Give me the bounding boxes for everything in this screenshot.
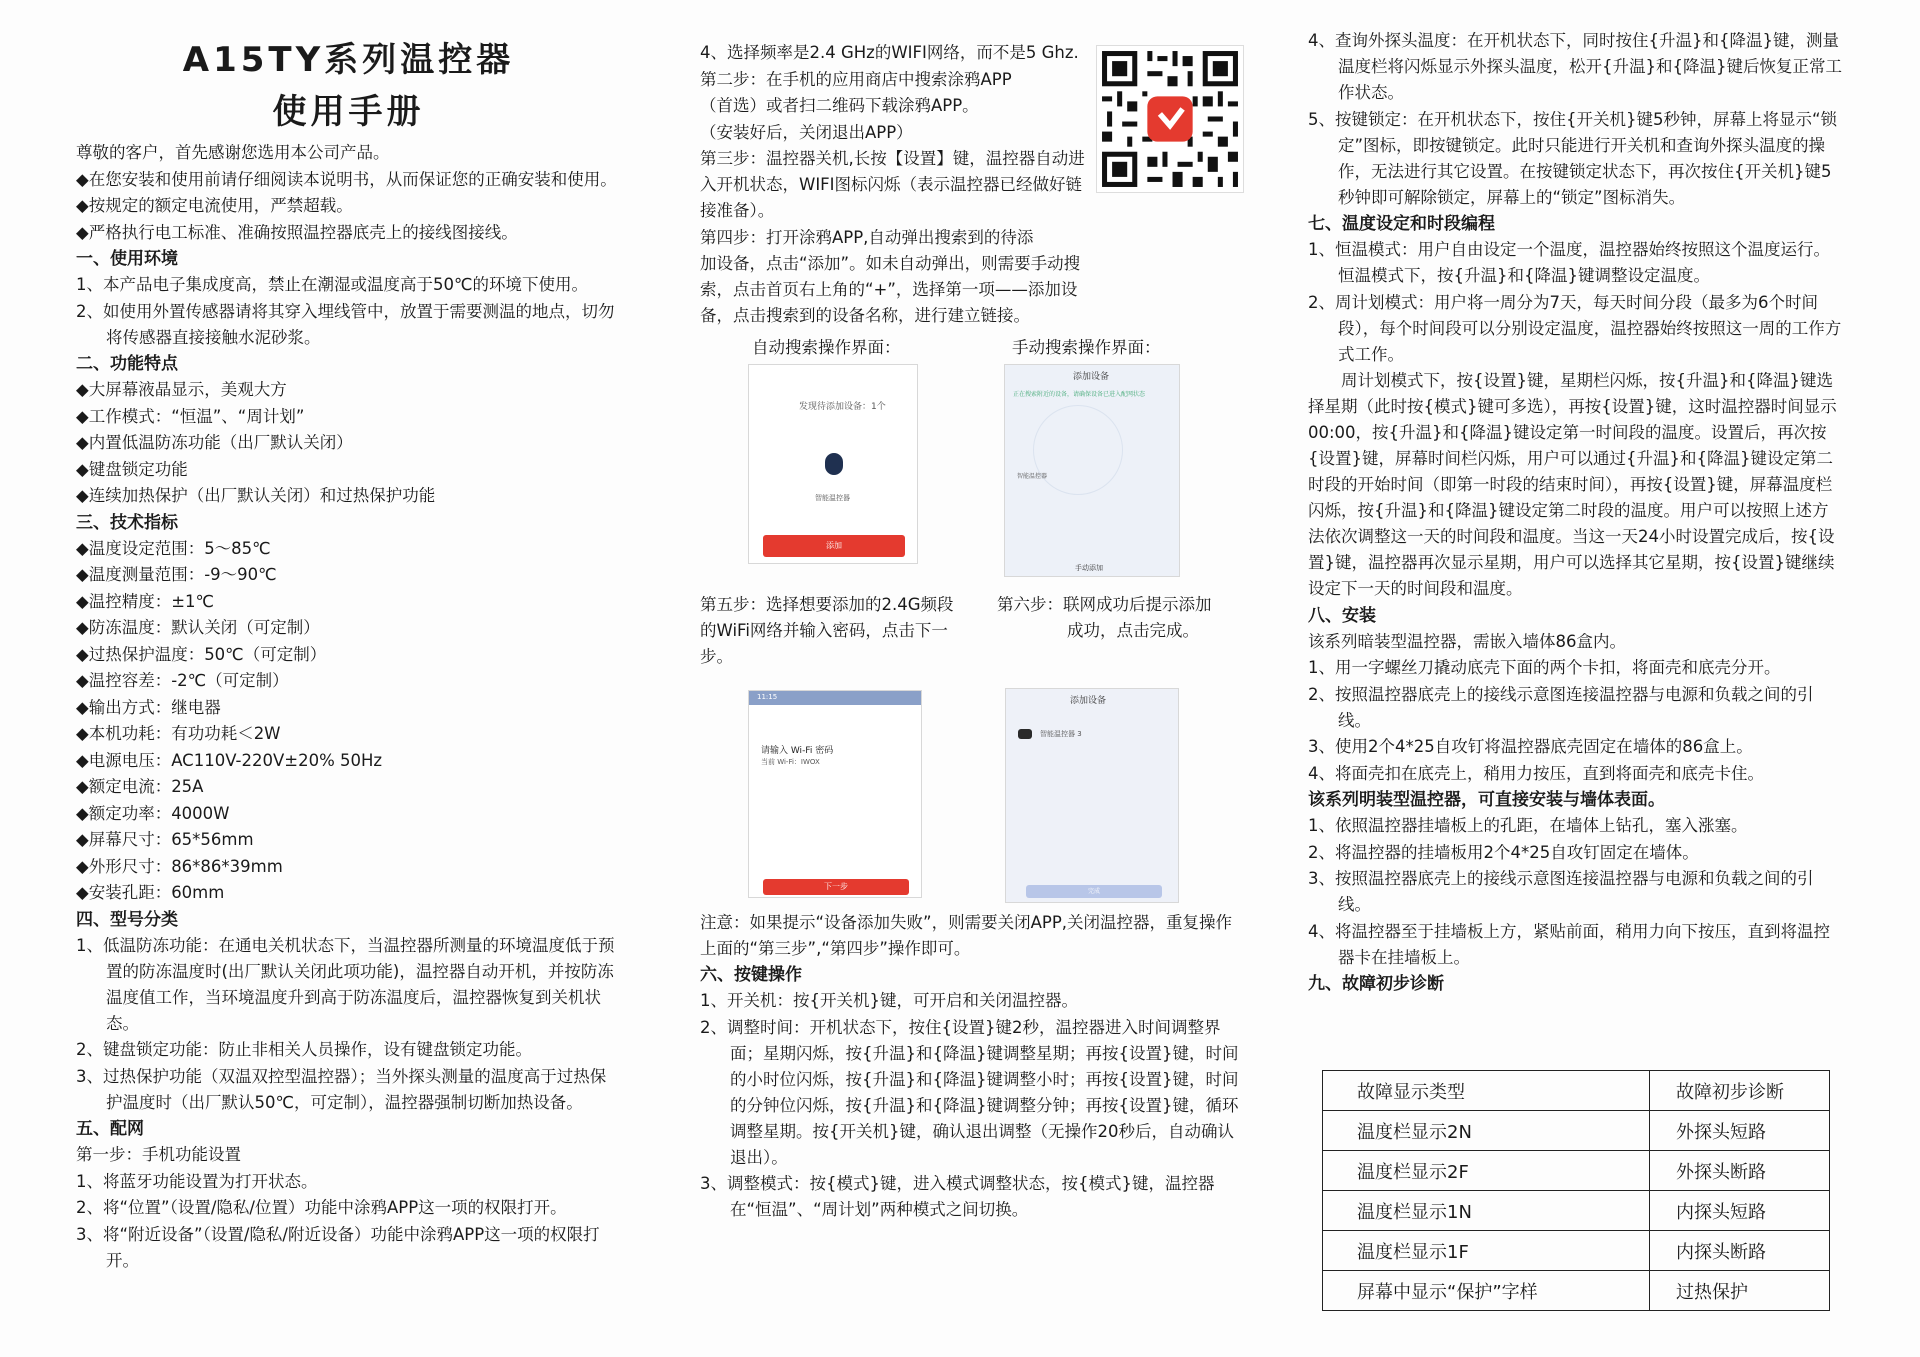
manual-title: A15TY系列温控器 — [182, 40, 515, 80]
manual-title-text: 添加设备 — [1073, 371, 1110, 382]
paragraph: 第四步：打开涂鸦APP,自动弹出搜索到的待添 — [700, 227, 1034, 247]
table-cell: 内探头短路 — [1650, 1191, 1830, 1231]
list-item: 4、将温控器至于挂墙板上方，紧贴前面，稍用力向下按压，直到将温控器卡在挂墙板上。 — [1308, 921, 1830, 967]
table-cell: 温度栏显示2F — [1323, 1151, 1650, 1191]
paragraph: （首选）或者扫二维码下载涂鸦APP。 — [700, 96, 979, 115]
paragraph: 第三步：温控器关机,长按【设置】键，温控器自动进入开机状态，WIFI图标闪烁（表示温控器已经做好链接准备）。 — [700, 149, 1085, 220]
section-heading: 八、安装 — [1308, 605, 1376, 626]
paragraph: ◆外形尺寸：86*86*39mm — [76, 856, 283, 876]
step6-text-line1: 第六步：联网成功后提示添加 — [997, 594, 1212, 614]
table-header-cell: 故障显示类型 — [1323, 1071, 1650, 1111]
paragraph: ◆额定功率：4000W — [76, 803, 230, 823]
add-success-screenshot — [1005, 688, 1179, 903]
paragraph: ◆大屏幕液晶显示，美观大方 — [76, 380, 287, 399]
device-icon — [825, 453, 843, 475]
list-item: 1、低温防冻功能：在通电关机状态下，当温控器所测量的环境温度低于预置的防冻温度时(出厂默认关闭此项功能)，温控器自动开机，并按防冻温度值工作，当环境温度升到高于防冻温度后，温控器恢复到关机状态。 — [76, 935, 615, 1033]
paragraph: （安装好后，关闭退出APP） — [700, 122, 913, 142]
manual-add-button[interactable]: 手动添加 — [1075, 563, 1103, 572]
section-heading: 七、温度设定和时段编程 — [1308, 214, 1495, 234]
step6-text-line2: 成功，点击完成。 — [1067, 620, 1199, 640]
table-header-row — [1323, 1071, 1830, 1111]
column-1-body — [76, 140, 621, 1274]
section-heading: 三、技术指标 — [76, 512, 178, 533]
table-row — [1323, 1111, 1830, 1151]
paragraph: 加设备，点击“添加”。如未自动弹出，则需要手动搜索，点击首页右上角的“+”，选择第一项——添加设备，点击搜索到的设备名称，进行建立链接。 — [700, 254, 1081, 325]
paragraph: 尊敬的客户，首先感谢您选用本公司产品。 — [76, 143, 390, 162]
table-cell: 过热保护 — [1650, 1271, 1830, 1311]
list-item: 1、用一字螺丝刀撬动底壳下面的两个卡扣，将面壳和底壳分开。 — [1308, 658, 1781, 677]
paragraph: ◆温控精度：±1℃ — [76, 591, 215, 611]
table-cell: 温度栏显示1N — [1323, 1191, 1650, 1231]
add-button[interactable]: 添加 — [763, 535, 905, 557]
paragraph: ◆屏幕尺寸：65*56mm — [76, 830, 254, 849]
list-item: 1、开关机：按{开关机}键，可开启和关闭温控器。 — [700, 991, 1078, 1010]
list-item: 3、调整模式：按{模式}键，进入模式调整状态，按{模式}键，温控器在“恒温”、“周计划”两种模式之间切换。 — [700, 1174, 1215, 1219]
table-cell: 屏幕中显示“保护”字样 — [1323, 1271, 1650, 1311]
list-item: 1、本产品电子集成度高，禁止在潮湿或温度高于50℃的环境下使用。 — [76, 275, 589, 294]
table-row — [1323, 1271, 1830, 1311]
list-item: 2、按照温控器底壳上的接线示意图连接温控器与电源和负载之间的引线。 — [1308, 684, 1814, 730]
paragraph: ◆温度测量范围：-9～90℃ — [76, 565, 277, 584]
list-item: 5、按键锁定：在开机状态下，按住{开关机}键5秒钟，屏幕上将显示“锁定”图标，即按键锁定。此时只能进行开关机和查询外探头温度的操作，无法进行其它设置。在按键锁定状态下，再次按住{开关机}键5秒钟即可解除锁定，屏幕上的“锁定”图标消失。 — [1308, 109, 1838, 207]
wifi-password-screenshot — [748, 690, 922, 898]
list-item: 2、将“位置”（设置/隐私/位置）功能中涂鸦APP这一项的权限打开。 — [76, 1198, 567, 1217]
list-item: 2、如使用外置传感器请将其穿入埋线管中，放置于需要测温的地点，切勿将传感器直接接触水泥砂浆。 — [76, 301, 615, 347]
list-item: 1、依照温控器挂墙板上的孔距，在墙体上钻孔，塞入涨塞。 — [1308, 816, 1748, 835]
paragraph: ◆工作模式：“恒温”、“周计划” — [76, 406, 305, 426]
wifi-title: 请输入 Wi-Fi 密码 — [761, 745, 834, 756]
paragraph: ◆严格执行电工标准、准确按照温控器底壳上的接线图接线。 — [76, 222, 518, 242]
status-time: 11:15 — [757, 692, 778, 701]
list-item: 4、选择频率是2.4 GHz的WIFI网络，而不是5 Ghz. — [700, 43, 1079, 62]
manual-search-label: 手动搜索操作界面： — [1012, 337, 1161, 357]
qr-code-icon[interactable] — [1096, 45, 1244, 193]
list-item: 3、使用2个4*25自攻钉将温控器底壳固定在墙体的86盒上。 — [1308, 737, 1753, 756]
done-button[interactable]: 完成 — [1026, 885, 1162, 898]
list-item: 2、调整时间：开机状态下，按住{设置}键2秒，温控器进入时间调整界面；星期闪烁，按{升温}和{降温}键调整星期；再按{设置}键，时间的小时位闪烁，按{升温}和{降温}键调整小时；再按{设置}键，时间的分钟位闪烁，按{升温}和{降温}键调整分钟；再按{设置}键，循环调整星期。按{开关机}键，确认退出调整（无操作20秒后，自动确认退出）。 — [700, 1017, 1239, 1167]
auto-device-name: 智能温控器 — [815, 493, 850, 502]
auto-search-screenshot — [748, 364, 918, 564]
paragraph: 周计划模式下，按{设置}键，星期栏闪烁，按{升温}和{降温}键选择星期（此时按{模式}键可多选），再按{设置}键，这时温控器时间显示00:00，按{升温}和{降温}键设定第一时间段的温度。设置后，再次按{设置}键，屏幕时间栏闪烁，用户可以通过{升温}和{降温}键设定第二时段的开始时间（即第一时段的结束时间），再按{设置}键，屏幕温度栏闪烁，按{升温}和{降温}键设定第二时段的温度。用户可以按照上述方法依次调整这一天的时间段和温度。当这一天24小时设置完成后，按{设置}键，温控器再次显示星期，用户可以选择其它星期，按{设置}键继续设定下一天的时间段和温度。 — [1308, 371, 1837, 598]
table-cell: 内探头断路 — [1650, 1231, 1830, 1271]
next-button[interactable]: 下一步 — [763, 879, 909, 895]
manual-search-screenshot — [1004, 364, 1180, 577]
list-item: 2、将温控器的挂墙板用2个4*25自攻钉固定在墙体。 — [1308, 842, 1699, 862]
list-item: 3、过热保护功能（双温双控型温控器）；当外探头测量的温度高于过热保护温度时（出厂默认50℃，可定制），温控器强制切断加热设备。 — [76, 1066, 607, 1112]
paragraph: ◆按规定的额定电流使用，严禁超载。 — [76, 196, 353, 215]
list-item: ◆在您安装和使用前请仔细阅读本说明书，从而保证您的正确安装和使用。 — [76, 169, 617, 189]
paragraph: ◆安装孔距：60mm — [76, 883, 225, 902]
table-cell: 温度栏显示1F — [1323, 1231, 1650, 1271]
auto-found-text: 发现待添加设备：1个 — [799, 401, 886, 412]
paragraph: ◆电源电压：AC110V-220V±20% 50Hz — [76, 750, 383, 770]
section-heading: 九、故障初步诊断 — [1308, 974, 1444, 994]
paragraph: ◆温控容差：-2℃（可定制） — [76, 671, 289, 690]
auto-search-label: 自动搜索操作界面： — [752, 337, 901, 357]
section-heading: 五、配网 — [76, 1119, 144, 1139]
section-heading: 该系列明装型温控器，可直接安装与墙体表面。 — [1308, 790, 1665, 810]
wifi-subtitle: 当前 Wi-Fi：IWOX — [761, 757, 820, 766]
manual-searching-text: 正在搜索附近的设备，请确保设备已进入配网状态 — [1013, 390, 1146, 398]
paragraph: ◆过热保护温度：50℃（可定制） — [76, 644, 327, 664]
screenshots-area — [700, 330, 1240, 910]
paragraph: ◆内置低温防冻功能（出厂默认关闭） — [76, 433, 353, 452]
paragraph: ◆连续加热保护（出厂默认关闭）和过热保护功能 — [76, 486, 436, 505]
column-1 — [76, 0, 621, 1274]
list-item: 4、查询外探头温度：在开机状态下，同时按住{升温}和{降温}键，测量温度栏将闪烁显示外探头温度，松开{升温}和{降温}键后恢复正常工作状态。 — [1308, 31, 1842, 102]
tuya-app-icon — [1147, 96, 1192, 141]
device-icon — [1018, 729, 1032, 739]
list-item: 2、键盘锁定功能：防止非相关人员操作，设有键盘锁定功能。 — [76, 1040, 532, 1059]
column-2 — [700, 0, 1240, 1224]
table-row — [1323, 1231, 1830, 1271]
paragraph: ◆本机功耗：有功功耗＜2W — [76, 724, 281, 743]
section-heading: 一、使用环境 — [76, 249, 178, 269]
paragraph: 第二步：在手机的应用商店中搜索涂鸦APP — [700, 69, 1012, 89]
section-heading: 二、功能特点 — [76, 354, 178, 374]
column-2-bottom — [700, 910, 1240, 1224]
done-device-name: 智能温控器 3 — [1040, 729, 1082, 738]
table-row — [1323, 1191, 1830, 1231]
column-3 — [1308, 0, 1844, 997]
paragraph: ◆防冻温度：默认关闭（可定制） — [76, 618, 320, 637]
radar-circle — [1033, 405, 1123, 495]
done-title: 添加设备 — [1070, 695, 1107, 706]
paragraph: 该系列暗装型温控器，需嵌入墙体86盒内。 — [1308, 631, 1626, 651]
manual-device-name: 智能温控器 — [1017, 472, 1048, 480]
table-cell: 外探头断路 — [1650, 1151, 1830, 1191]
manual-subtitle: 使用手册 — [272, 92, 425, 132]
section-heading: 四、型号分类 — [76, 909, 178, 930]
list-item: 3、将“附近设备”（设置/隐私/附近设备）功能中涂鸦APP这一项的权限打开。 — [76, 1224, 600, 1270]
paragraph: 第一步：手机功能设置 — [76, 1145, 241, 1164]
table-cell: 温度栏显示2N — [1323, 1111, 1650, 1151]
paragraph: ◆键盘锁定功能 — [76, 459, 188, 479]
list-item: 2、周计划模式：用户将一周分为7天，每天时间分段（最多为6个时间段），每个时间段可以分别设定温度，温控器始终按照这一周的工作方式工作。 — [1308, 292, 1842, 364]
table-header-cell: 故障初步诊断 — [1650, 1071, 1830, 1111]
step5-text: 第五步：选择想要添加的2.4G频段的WiFi网络并输入密码，点击下一步。 — [700, 594, 954, 666]
list-item: 3、按照温控器底壳上的接线示意图连接温控器与电源和负载之间的引线。 — [1308, 869, 1814, 914]
list-item: 4、将面壳扣在底壳上，稍用力按压，直到将面壳和底壳卡住。 — [1308, 763, 1764, 783]
paragraph: ◆温度设定范围：5～85℃ — [76, 538, 271, 558]
paragraph: ◆额定电流：25A — [76, 777, 204, 796]
paragraph: ◆输出方式：继电器 — [76, 697, 221, 717]
column-3-body — [1308, 28, 1844, 997]
section-heading: 六、按键操作 — [700, 965, 802, 985]
list-item: 1、将蓝牙功能设置为打开状态。 — [76, 1171, 318, 1191]
fault-diagnosis-table — [1322, 1070, 1830, 1311]
list-item: 1、恒温模式：用户自由设定一个温度，温控器始终按照这个温度运行。恒温模式下，按{升温}和{降温}键调整设定温度。 — [1308, 240, 1830, 285]
table-row — [1323, 1151, 1830, 1191]
table-cell: 外探头短路 — [1650, 1111, 1830, 1151]
paragraph: 注意：如果提示“设备添加失败”，则需要关闭APP,关闭温控器，重复操作上面的“第三步”,“第四步”操作即可。 — [700, 912, 1233, 958]
